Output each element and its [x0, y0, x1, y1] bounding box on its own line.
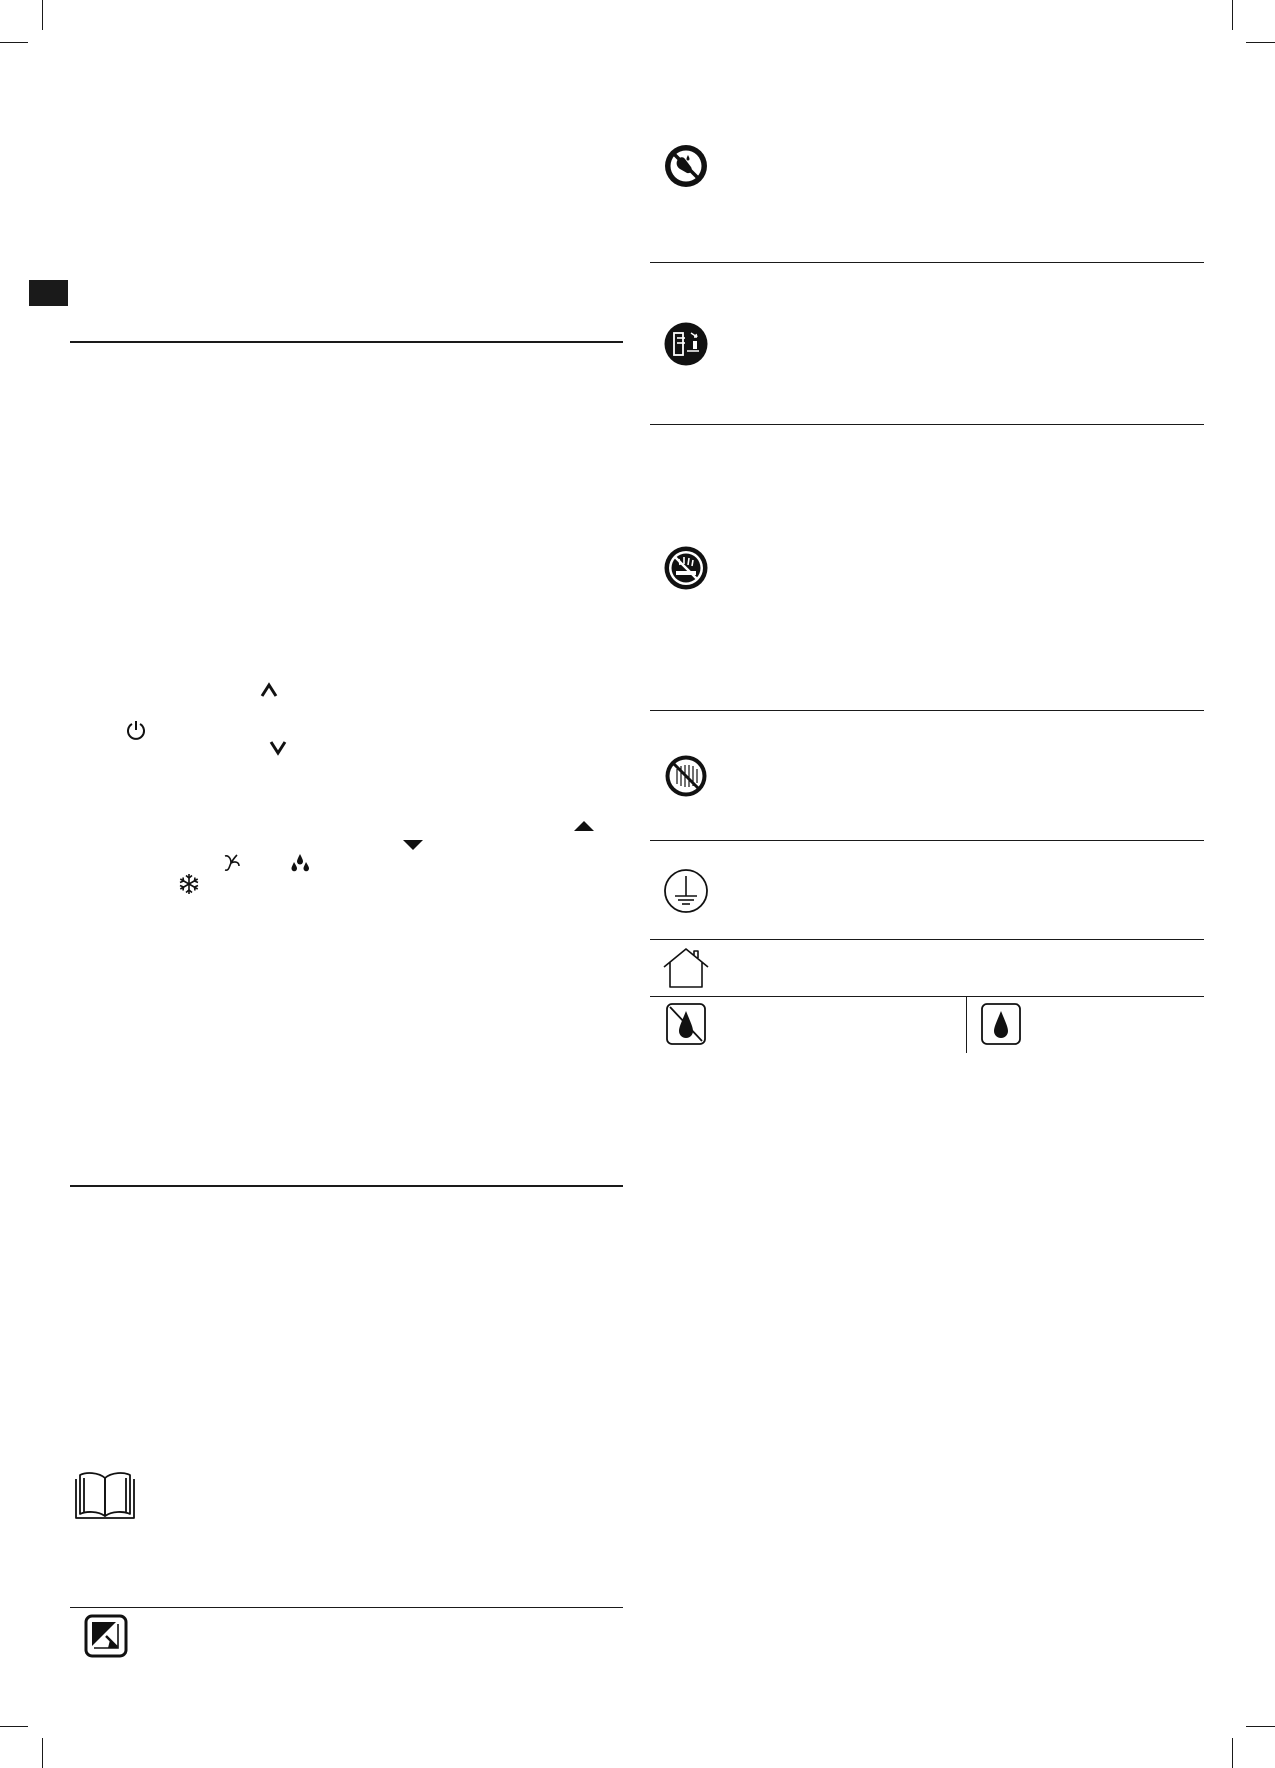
crop-mark [0, 42, 28, 43]
no-touch-water-icon [663, 143, 709, 189]
do-not-spray-water-icon [663, 545, 709, 591]
fan-icon [220, 852, 242, 874]
flammable-refrigerant-icon [981, 1003, 1021, 1045]
table-column-divider [966, 996, 967, 1053]
crop-mark [42, 1738, 43, 1768]
crop-mark [0, 1726, 28, 1727]
not-flammable-refrigerant-icon [666, 1003, 706, 1045]
table-divider [650, 710, 1204, 711]
dehumidify-drops-icon [290, 853, 310, 873]
refer-page-icon [84, 1614, 128, 1658]
table-divider [650, 840, 1204, 841]
section-divider [70, 341, 623, 343]
power-icon [125, 719, 147, 741]
table-divider [650, 939, 1204, 940]
indoor-use-house-icon [662, 947, 710, 989]
earth-ground-icon [663, 868, 709, 914]
table-divider [650, 262, 1204, 263]
table-divider [650, 996, 1204, 997]
manual-book-icon [74, 1470, 136, 1520]
unplug-icon [663, 321, 709, 367]
crop-mark [1246, 1726, 1275, 1727]
table-divider [650, 424, 1204, 425]
crop-mark [42, 0, 43, 30]
triangle-up-icon [574, 821, 594, 832]
crop-mark [1246, 42, 1275, 43]
do-not-cover-icon [664, 754, 708, 798]
chevron-down-icon [268, 740, 288, 756]
section-divider [70, 1607, 623, 1608]
crop-mark [1232, 0, 1233, 30]
snowflake-icon [178, 873, 200, 895]
section-divider [70, 1185, 623, 1187]
crop-mark [1232, 1738, 1233, 1768]
chevron-up-icon [259, 682, 279, 698]
language-tab [29, 280, 68, 306]
triangle-down-icon [403, 840, 423, 851]
